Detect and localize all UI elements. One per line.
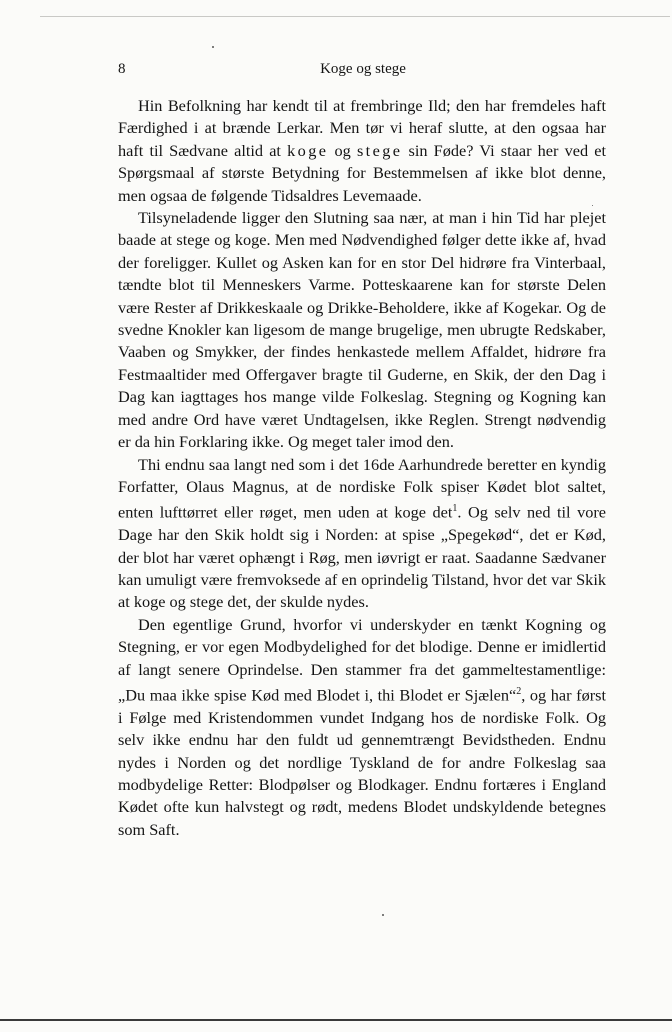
paragraph-text: Hin Befolkning har kendt til at frembringe Ild; den har fremdeles haft Færdighed i at brænde Lerkar. Men tør vi heraf slutte, at den ogsaa har haft til Sædvane altid at [118,96,606,160]
emphasis-stege: stege [356,140,403,160]
paragraph-text: . Og selv ned til vore Dage har den Skik holdt sig i Norden: at spise „Spegekød“, det er Kød, der blot har været ophængt i Røg, men iøvrigt er raat. Saadanne Sædvaner kan umuligt være fremvoksede af en oprindelig Tilstand, hvor det var Skik at koge og stege det, der skulde nydes. [118,502,606,612]
page-number: 8 [118,61,126,77]
paragraph-text: Thi endnu saa langt ned som i det 16de Aarhundrede beretter en kyndig Forfatter, Olaus Magnus, at de nordiske Folk spiser Kødet blot saltet, enten lufttørret eller røget, men uden at koge det [118,454,606,522]
paragraph-text: sin Føde? Vi staar her ved et Spørgsmaal af største Betydning for Bestemmelsen af ikke blot denne, men ogsaa de følgende Tidsaldres Levemaade. [118,140,606,205]
running-title: Koge og stege [320,61,406,77]
paragraph-text: , og har først i Følge med Kristendommen vundet Indgang hos de nordiske Folk. Og selv ikke endnu har den fuldt ud gennemtrængt Bevidstheden. Endnu nydes i Norden og det nordlige Tyskland de for andre Folkeslag saa modbydelige Retter: Blodpølser og Blodkager. Endnu fortæres i England Kødet ofte kun halvstegt og rødt, medens Blodet undskyldende betegnes som Saft. [118,685,606,839]
paragraph-text: og [328,140,357,160]
paragraph [118,614,606,841]
paragraph-text: Den egentlige Grund, hvorfor vi underskyder en tænkt Kogning og Stegning, er vor egen Modbydelighed for det blodige. Denne er imidlertid af langt senere Oprindelse. Den stammer fra det gammeltestamentlige: „Du maa ikke spise Kød med Blodet i, thi Blodet er Sjælen“ [118,614,606,705]
bottom-edge-rule [0,1019,672,1021]
top-edge-rule [40,16,670,17]
paragraph-text: Tilsyneladende ligger den Slutning saa nær, at man i hin Tid har plejet baade at stege og koge. Men med Nødvendighed følger dette ikke af, hvad der foreligger. Kullet og Asken kan for en stor Del hidrøre fra Vinterbaal, tændte blot til Menneskers Varme. Potteskaarene kan for største Delen være Rester af Drikkeskaale og Drikke-Beholdere, ikke af Kogekar. Og de svedne Knokler kan ligesom de mange brugelige, men ubrugte Redskaber, Vaaben og Smykker, der findes henkastede mellem Affaldet, hidrøre fra Festmaaltider med Offergaver bragte til Guderne, en Skik, der den Dag i Dag kan iagttages hos mange vilde Folkeslag. Stegning og Kogning kan med andre Ord have været Undtagelsen, ikke Reglen. Strengt nødvendig er da hin Forklaring ikke. Og meget taler imod den. [118,208,606,452]
print-speck [212,46,214,48]
footnote-marker: 2 [516,685,522,697]
paragraph [118,95,606,207]
paragraph [118,454,606,614]
emphasis-koge: koge [287,140,329,160]
footnote-marker: 1 [452,503,458,515]
body-text [118,95,606,841]
print-speck [382,914,384,916]
page-header [118,61,608,83]
paragraph [118,207,606,453]
